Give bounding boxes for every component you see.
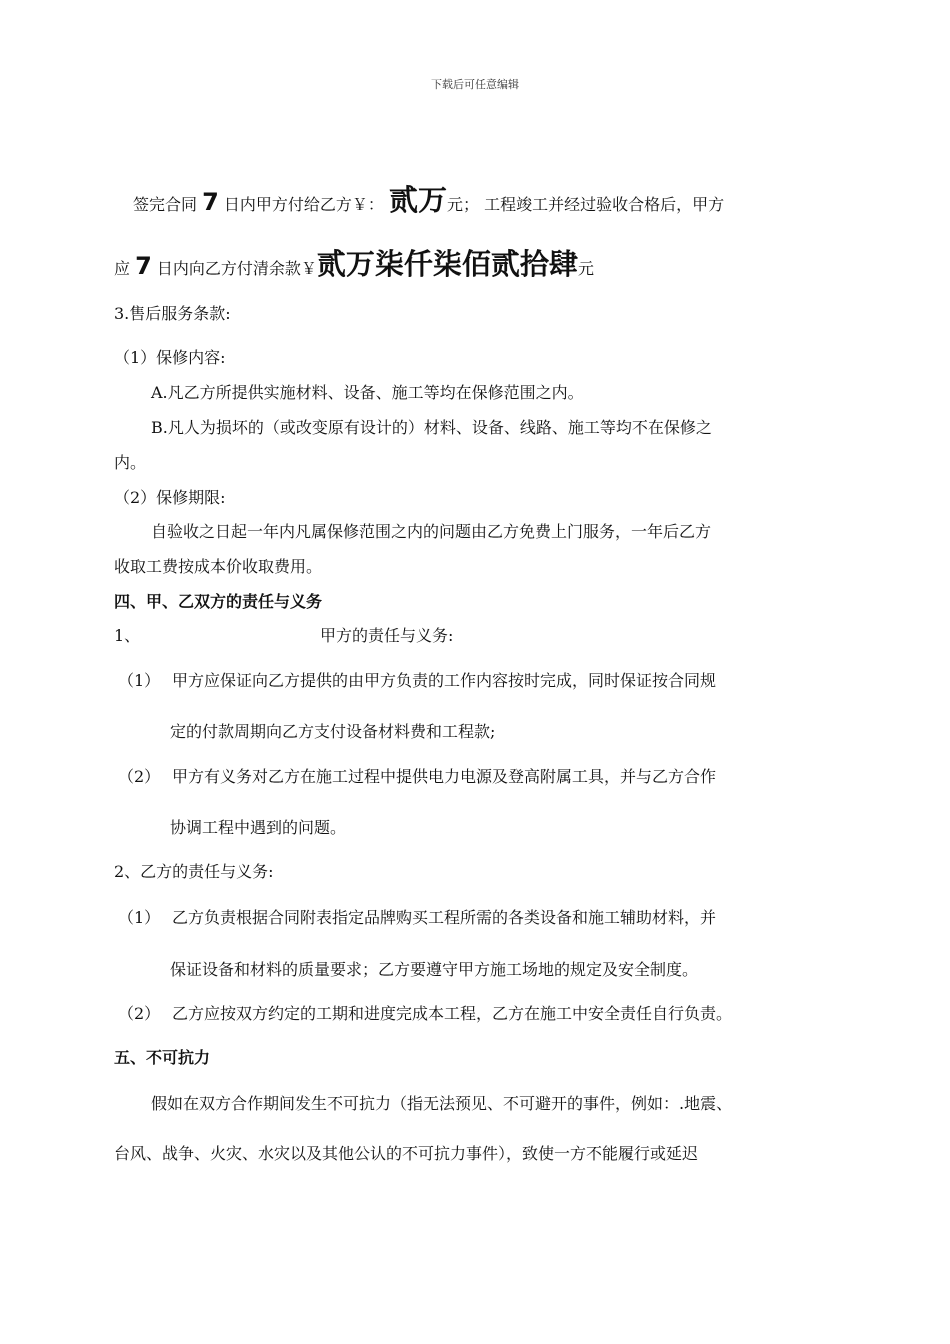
payment-line-1 [133,183,725,217]
payment-amount-balance: 贰万柒仟柒佰贰拾肆 [316,247,578,281]
party-b-duty-1-line2: 保证设备和材料的质量要求；乙方要遵守甲方施工场地的规定及安全制度。 [170,960,699,979]
payment-text: 日内甲方付给乙方￥： [223,195,384,214]
section-5-heading: 五、不可抗力 [114,1048,211,1067]
payment-text: 工程竣工并经过验收合格后，甲方 [484,195,725,214]
payment-text: 应 [114,259,131,278]
warranty-content-heading: （1）保修内容: [114,348,226,367]
party-a-duties-heading [114,628,140,644]
warranty-item-b-line2: 内。 [114,453,147,472]
party-b-duty-1-line1: 乙方负责根据合同附表指定品牌购买工程所需的各类设备和施工辅助材料，并 [172,908,717,927]
section-4-heading: 四、甲、乙双方的责任与义务 [114,592,323,611]
payment-unit: 元； [447,195,480,214]
payment-text: 日内向乙方付清余款￥ [156,259,317,278]
clause-number: （1） [118,908,161,927]
party-a-duties-title: 甲方的责任与义务: [320,626,454,645]
warranty-item-a: A.凡乙方所提供实施材料、设备、施工等均在保修范围之内。 [151,383,584,402]
aftersale-title: 3.售后服务条款: [114,304,231,323]
page-header: 下载后可任意编辑 [431,78,519,91]
party-b-duty-2-line1: 乙方应按双方约定的工期和进度完成本工程，乙方在施工中安全责任自行负责。 [172,1004,733,1023]
warranty-period-line2: 收取工费按成本价收取费用。 [114,557,323,576]
payment-unit: 元 [577,259,594,278]
warranty-period-heading: （2）保修期限: [114,488,226,507]
payment-amount-first: 贰万 [389,183,448,217]
clause-number: （2） [118,1004,161,1023]
clause-number: 1、 [114,626,141,645]
party-a-duty-1-line1: 甲方应保证向乙方提供的由甲方负责的工作内容按时完成，同时保证按合同规 [172,671,717,690]
payment-day-number: 7 [135,252,152,280]
clause-number: （1） [118,671,161,690]
party-a-duty-2-line2: 协调工程中遇到的问题。 [170,818,347,837]
force-majeure-line2: 台风、战争、火灾、水灾以及其他公认的不可抗力事件），致使一方不能履行或延迟 [114,1144,699,1163]
warranty-item-b-line1: B.凡人为损坏的（或改变原有设计的）材料、设备、线路、施工等均不在保修之 [151,418,712,437]
warranty-period-line1: 自验收之日起一年内凡属保修范围之内的问题由乙方免费上门服务，一年后乙方 [151,522,712,541]
party-b-duties-heading: 2、乙方的责任与义务: [114,862,274,881]
force-majeure-line1: 假如在双方合作期间发生不可抗力（指无法预见、不可避开的事件，例如：.地震、 [151,1094,733,1113]
clause-number: （2） [118,767,161,786]
payment-day-number: 7 [202,188,219,216]
payment-line-2 [114,247,594,281]
party-a-duty-2-line1: 甲方有义务对乙方在施工过程中提供电力电源及登高附属工具，并与乙方合作 [172,767,717,786]
payment-text: 签完合同 [133,195,198,214]
party-a-duty-1-line2: 定的付款周期向乙方支付设备材料费和工程款; [170,722,496,741]
